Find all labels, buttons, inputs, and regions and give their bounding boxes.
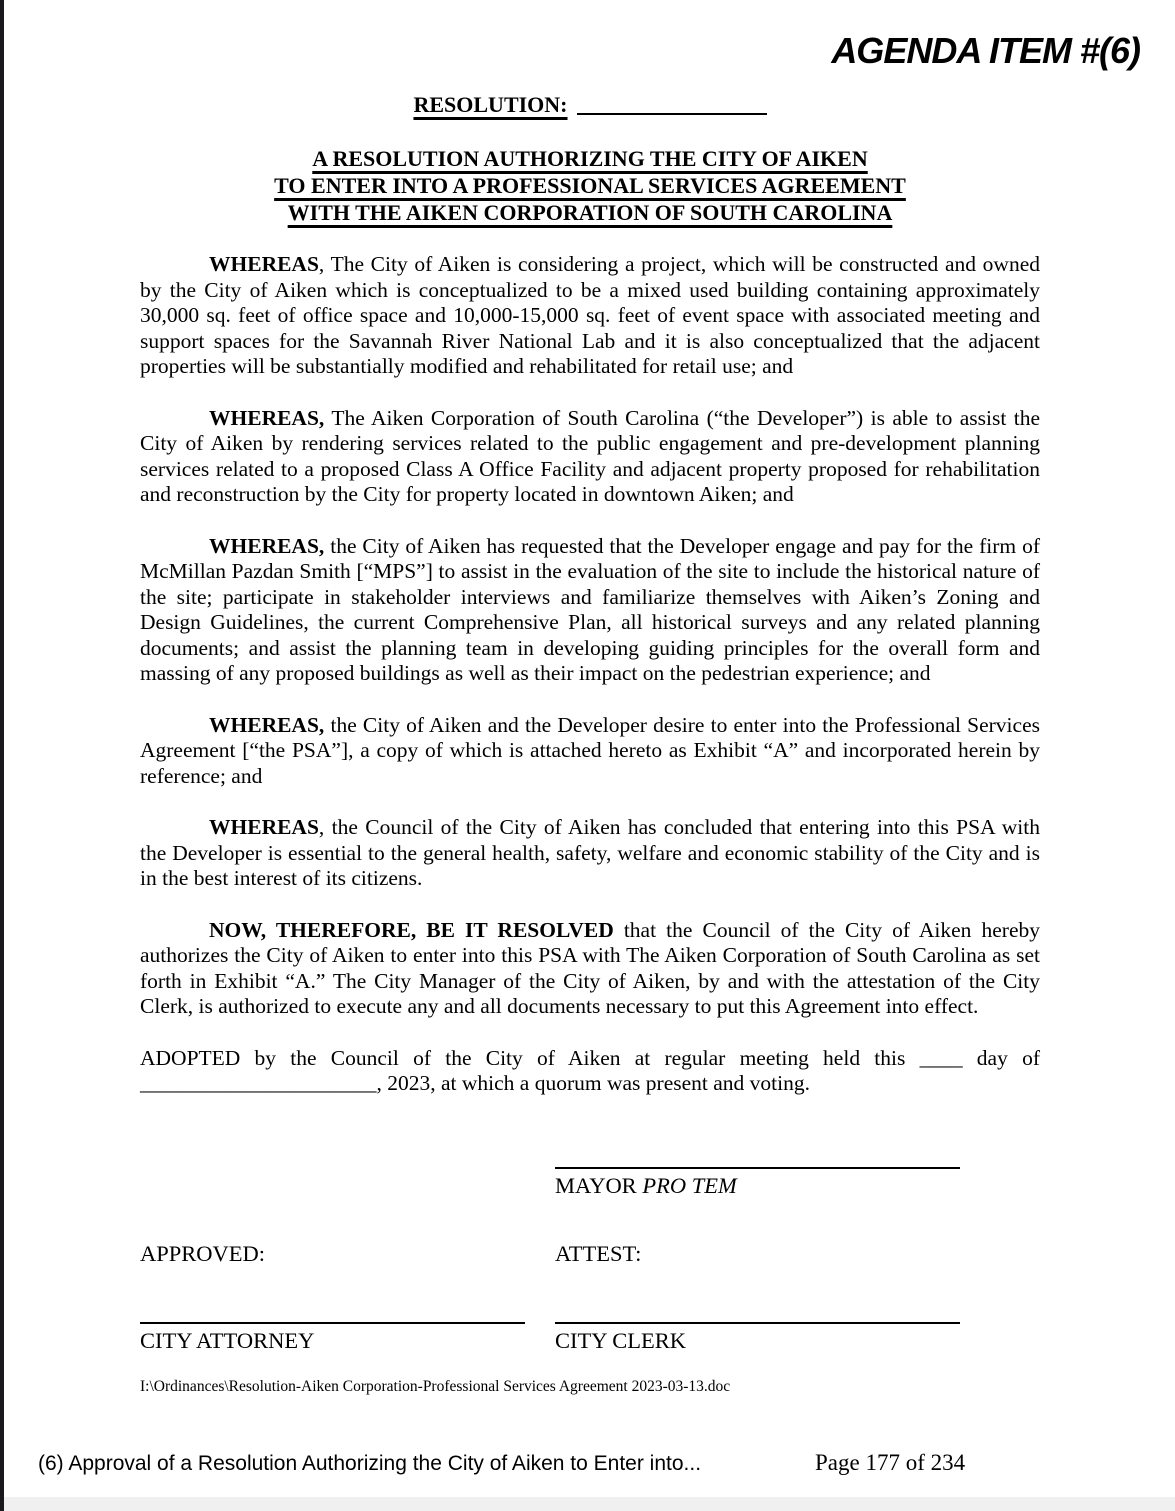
agenda-item-label: AGENDA ITEM #(6)	[831, 30, 1140, 71]
attorney-signature-block	[140, 1322, 555, 1354]
whereas-paragraph-4: WHEREAS, the City of Aiken and the Developer desire to enter into the Professional Services Agreement [“the PSA”], a copy of which is attached hereto as Exhibit “A” and incorporated herein by reference; and	[140, 712, 1040, 788]
city-attorney-label: CITY ATTORNEY	[140, 1327, 315, 1353]
approved-label: APPROVED:	[140, 1240, 266, 1266]
mayor-signature-block	[555, 1167, 1040, 1199]
title-line-2: TO ENTER INTO A PROFESSIONAL SERVICES AGREEMENT	[274, 173, 906, 198]
document-title	[140, 145, 1040, 226]
resolved-paragraph: NOW, THEREFORE, BE IT RESOLVED that the Council of the City of Aiken hereby authorizes the City of Aiken to enter into this PSA with The Aiken Corporation of South Carolina as set forth in Exhibit “A.” The City Manager of the City of Aiken, by and with the attestation of the City Clerk, is authorized to execute any and all documents necessary to put this Agreement into effect.	[140, 917, 1040, 1018]
footer-item-title: (6) Approval of a Resolution Authorizing the City of Aiken to Enter into...	[38, 1452, 702, 1475]
footer-page-indicator: Page 177 of 234	[815, 1450, 966, 1475]
whereas-paragraph-3: WHEREAS, the City of Aiken has requested that the Developer engage and pay for the firm of McMillan Pazdan Smith [“MPS”] to assist in the evaluation of the site to include the historical nature of the site; participate in stakeholder interviews and familiarize themselves with Aiken’s Zoning and Design Guidelines, the current Comprehensive Plan, all historical surveys and any related planning documents; and assist the planning team in developing guiding principles for the overall form and massing of any proposed buildings as well as their impact on the pedestrian experience; and	[140, 533, 1040, 685]
attest-label: ATTEST:	[555, 1240, 642, 1266]
city-clerk-label: CITY CLERK	[555, 1327, 687, 1353]
page-left-border	[0, 0, 4, 1511]
whereas-paragraph-1: WHEREAS, The City of Aiken is considering a project, which will be constructed and owned by the City of Aiken which is conceptualized to be a mixed used building containing approximately 30,000 sq. feet of office space and 10,000-15,000 sq. feet of event space with associated meeting and support spaces for the Savannah River National Lab and it is also conceptualized that the adjacent properties will be substantially modified and rehabilitated for retail use; and	[140, 252, 1040, 378]
resolution-label: RESOLUTION:	[413, 92, 568, 117]
bottom-strip	[0, 1497, 1175, 1511]
attorney-clerk-row	[140, 1322, 1040, 1354]
adopted-paragraph: ADOPTED by the Council of the City of Aiken at regular meeting held this ____ day of ______________________, 2023, at which a quorum was present and voting.	[140, 1045, 1040, 1095]
resolution-heading	[140, 92, 1040, 118]
signature-section	[140, 1167, 1040, 1396]
clerk-signature-line	[555, 1322, 960, 1324]
mayor-title: MAYOR PRO TEM	[555, 1172, 737, 1198]
title-line-1: A RESOLUTION AUTHORIZING THE CITY OF AIKEN	[312, 146, 868, 171]
whereas-paragraph-2: WHEREAS, The Aiken Corporation of South Carolina (“the Developer”) is able to assist the City of Aiken by rendering services related to the public engagement and pre-development planning services related to a proposed Class A Office Facility and adjacent property proposed for rehabilitation and reconstruction by the City for property located in downtown Aiken; and	[140, 405, 1040, 506]
whereas-paragraph-5: WHEREAS, the Council of the City of Aiken has concluded that entering into this PSA with the Developer is essential to the general health, safety, welfare and economic stability of the City and is in the best interest of its citizens.	[140, 815, 1040, 890]
title-line-3: WITH THE AIKEN CORPORATION OF SOUTH CAROLINA	[287, 200, 893, 225]
document-file-path: I:\Ordinances\Resolution-Aiken Corporation-Professional Services Agreement 2023-03-13.doc	[140, 1377, 731, 1395]
clerk-signature-block	[555, 1322, 1040, 1354]
resolution-number-blank	[577, 95, 767, 115]
attorney-signature-line	[140, 1322, 525, 1324]
mayor-signature-line	[555, 1167, 960, 1169]
approved-attest-row	[140, 1241, 1040, 1267]
